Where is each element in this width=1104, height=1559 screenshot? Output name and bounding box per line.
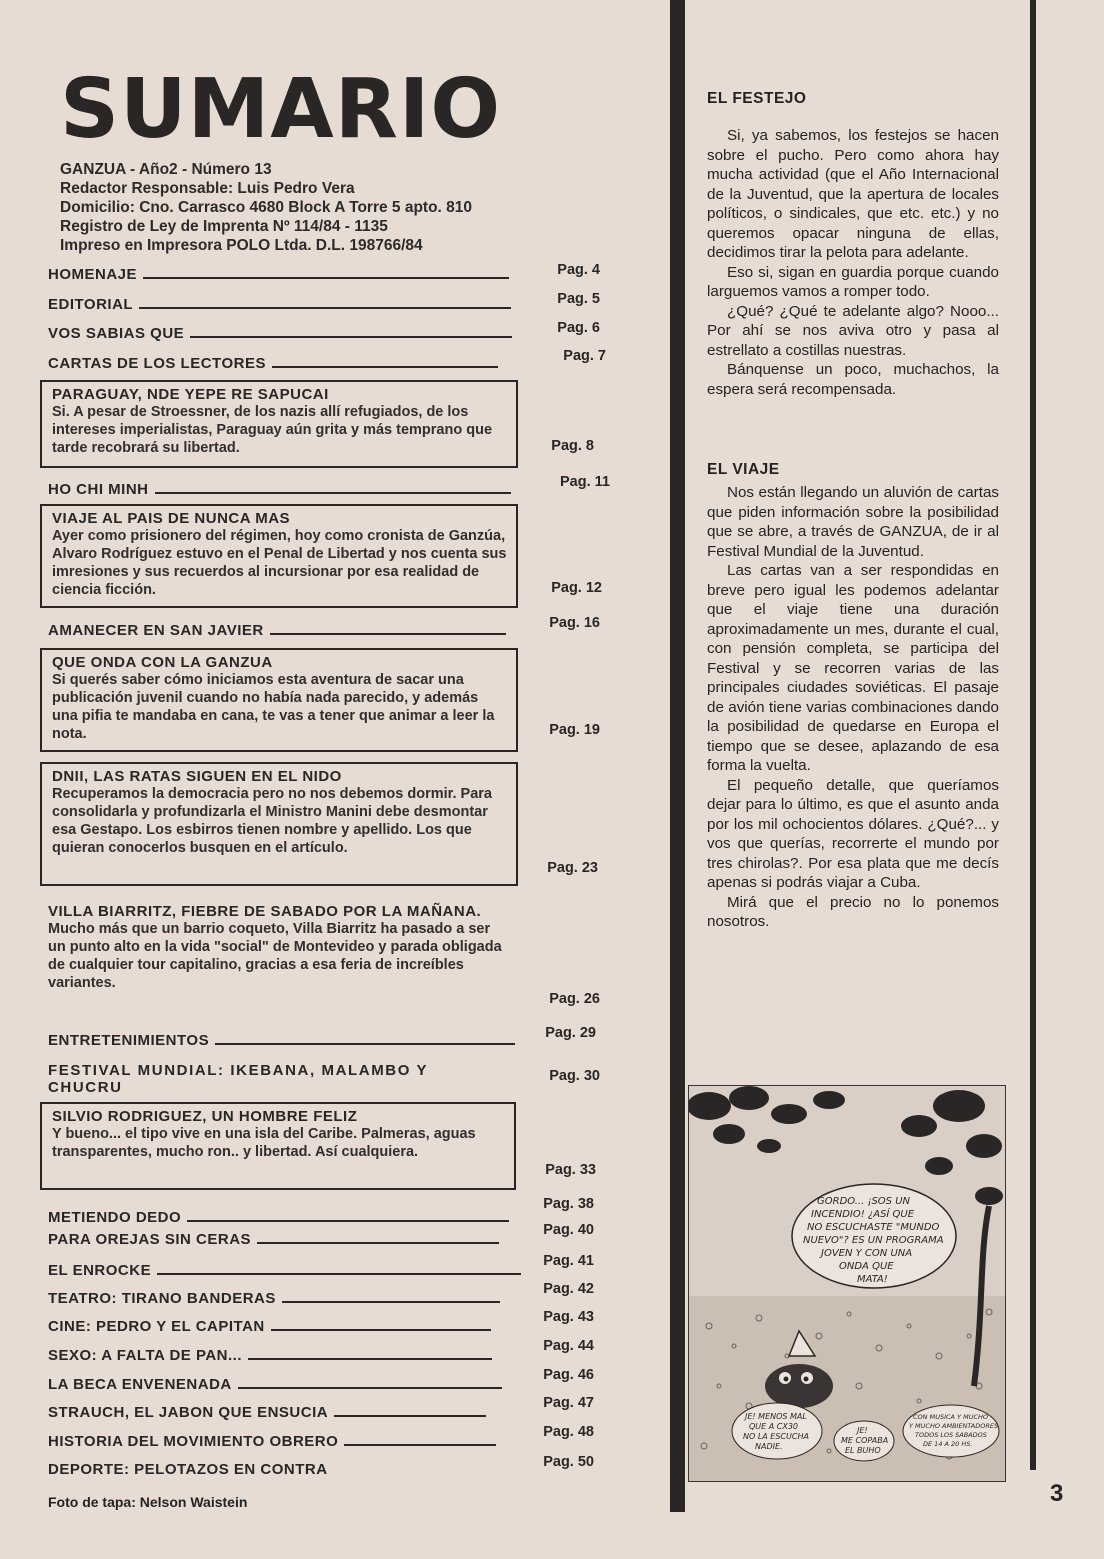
masthead — [60, 62, 502, 255]
bubble-right-text: CON MUSICA Y MUCHO Y MUCHO AMBIENTADORES TODOS LOS SABADOS DE 14 A 20 HS. — [909, 1413, 999, 1448]
toc-item-editorial[interactable] — [48, 291, 600, 313]
toc-page: Pag. 38 — [543, 1196, 594, 1212]
toc-page: Pag. 11 — [560, 474, 610, 490]
toc-title: STRAUCH, EL JABON QUE ENSUCIA — [48, 1404, 329, 1421]
toc-title: LA BECA ENVENENADA — [48, 1376, 232, 1393]
toc-title: EDITORIAL — [48, 296, 134, 313]
toc-title: EL ENROCKE — [48, 1262, 152, 1279]
leader-line — [190, 334, 512, 338]
toc-item-vos-sabias-que[interactable] — [48, 320, 600, 342]
leaves-left — [689, 1086, 845, 1153]
leader-line — [272, 364, 498, 368]
toc-page: Pag. 29 — [545, 1025, 596, 1041]
toc-item-festival[interactable] — [48, 1062, 600, 1096]
toc-title: ENTRETENIMIENTOS — [48, 1032, 210, 1049]
leader-line — [282, 1299, 500, 1303]
column-divider — [670, 0, 685, 1512]
comic-drawing — [689, 1086, 1005, 1481]
paragraph: Si, ya sabemos, los festejos se hacen sobre el pucho. Pero como ahora hay mucha actividad (que el Año Internacional de la Juventud, que la apertura de locales políticos, o sindicales, que etc. etc.) y no queremos opacar ninguna de ellas, decidimos tirar la pelota para adelante. — [707, 127, 999, 261]
section-body — [707, 483, 999, 932]
leader-line — [155, 490, 511, 494]
toc-item-dnii[interactable] — [40, 762, 598, 886]
toc-item-cine[interactable] — [48, 1309, 594, 1335]
toc-page: Pag. 5 — [557, 291, 600, 307]
toc-page: Pag. 46 — [543, 1367, 594, 1383]
toc-title: DEPORTE: PELOTAZOS EN CONTRA — [48, 1461, 328, 1478]
toc-page: Pag. 50 — [543, 1454, 594, 1470]
toc-desc: Y bueno... el tipo vive en una isla del Caribe. Palmeras, aguas transparentes, mucho ron.. y libertad. Así cualquiera. — [52, 1126, 476, 1160]
credit-line: GANZUA - Año2 - Número 13 — [60, 161, 272, 178]
toc-item-entretenimientos[interactable] — [48, 1025, 596, 1049]
toc-title: HOMENAJE — [48, 266, 138, 283]
leader-line — [334, 1413, 486, 1417]
right-column — [707, 90, 999, 932]
toc-page: Pag. 44 — [543, 1338, 594, 1354]
toc-title: VILLA BIARRITZ, FIEBRE DE SABADO POR LA MAÑANA. — [48, 903, 482, 920]
toc-item-ganzua[interactable] — [40, 648, 600, 752]
toc-page: Pag. 16 — [549, 615, 600, 631]
leader-line — [143, 275, 509, 279]
toc-item-teatro[interactable] — [48, 1281, 594, 1307]
toc-item-orejas[interactable] — [48, 1222, 594, 1248]
toc-item-strauch[interactable] — [48, 1395, 594, 1421]
toc-title: CINE: PEDRO Y EL CAPITAN — [48, 1318, 265, 1335]
toc-item-beca[interactable] — [48, 1367, 594, 1393]
toc-page: Pag. 23 — [547, 860, 598, 876]
toc-title: HISTORIA DEL MOVIMIENTO OBRERO — [48, 1433, 339, 1450]
page-title: SUMARIO — [60, 62, 502, 157]
toc-page: Pag. 42 — [543, 1281, 594, 1297]
toc-title: HO CHI MINH — [48, 481, 149, 498]
paragraph: ¿Qué? ¿Qué te adelante algo? Nooo... Por ahí se nos aviva otro y pasa al estrellato a costillas nuestras. — [707, 302, 999, 359]
toc-page: Pag. 40 — [543, 1222, 594, 1238]
paragraph: Mirá que el precio no lo ponemos nosotros. — [707, 893, 999, 930]
toc-page: Pag. 6 — [557, 320, 600, 336]
toc-title: SILVIO RODRIGUEZ, UN HOMBRE FELIZ — [52, 1108, 358, 1125]
toc-desc: Mucho más que un barrio coqueto, Villa Biarritz ha pasado a ser un punto alto en la vida "social" de Montevideo y parada obligada de cualquier tour capitalino, gracias a esa feria de increíbles variantes. — [48, 921, 502, 991]
toc-desc: Ayer como prisionero del régimen, hoy como cronista de Ganzúa, Alvaro Rodríguez estuvo en el Penal de Libertad y nos cuenta sus imresiones y sus recuerdos al incursionar por esa realidad de ciencia ficción. — [52, 528, 507, 598]
toc-desc: Recuperamos la democracia pero no nos debemos dormir. Para consolidarla y profundizarla el Ministro Manini debe desmontar esa Gestapo. Los esbirros tienen nombre y apellido. Los que quieran conocerlos busquen en el artículo. — [52, 786, 492, 856]
toc-item-enrocke[interactable] — [48, 1253, 594, 1279]
toc-title: CARTAS DE LOS LECTORES — [48, 355, 266, 372]
toc-page: Pag. 12 — [551, 580, 602, 596]
page-number: 3 — [1050, 1480, 1064, 1507]
toc-page: Pag. 47 — [543, 1395, 594, 1411]
credits-block — [60, 160, 501, 255]
photo-credit: Foto de tapa: Nelson Waistein — [48, 1494, 248, 1510]
toc-item-metiendo-dedo[interactable] — [48, 1196, 594, 1226]
comic-illustration — [688, 1085, 1006, 1482]
toc-title: FESTIVAL MUNDIAL: IKEBANA, MALAMBO Y CHUCRU — [48, 1062, 428, 1096]
toc-title: SEXO: A FALTA DE PAN... — [48, 1347, 243, 1364]
leader-line — [248, 1356, 492, 1360]
section-title: EL FESTEJO — [707, 90, 807, 107]
toc-item-silvio[interactable] — [40, 1102, 596, 1190]
toc-page: Pag. 26 — [549, 991, 600, 1007]
leaves-right — [901, 1090, 1003, 1205]
toc-item-sexo[interactable] — [48, 1338, 594, 1364]
credit-line: Domicilio: Cno. Carrasco 4680 Block A Torre 5 apto. 810 — [60, 199, 473, 216]
toc-title: VIAJE AL PAIS DE NUNCA MAS — [52, 510, 291, 527]
toc-title: DNII, LAS RATAS SIGUEN EN EL NIDO — [52, 768, 342, 785]
toc-desc: Si. A pesar de Stroessner, de los nazis allí refugiados, de los intereses imperialistas, Paraguay aún grita y más temprano que tarde recobrará su libertad. — [52, 404, 493, 456]
leader-line — [139, 305, 511, 309]
leader-line — [215, 1041, 515, 1045]
toc-item-homenaje[interactable] — [48, 262, 600, 283]
leader-line — [238, 1385, 502, 1389]
leader-line — [257, 1240, 499, 1244]
viaje-section — [707, 461, 999, 932]
festejo-section — [707, 90, 999, 399]
toc-item-viaje-nunca-mas[interactable] — [40, 504, 602, 608]
bubble-main-text: GORDO... ¡SOS UN INCENDIO! ¿ASÍ QUE NO ESCUCHASTE "MUNDO NUEVO"? ES UN PROGRAMA JOVEN Y CON UNA ONDA QUE MATA! — [803, 1196, 944, 1285]
paragraph: El pequeño detalle, que queríamos dejar para lo último, es que el asunto anda por los mil ochocientos dólares. ¿Qué?... y vos que querías, recorrerte el mundo por tres chirolas?. Por esa plata que me decís apenas si podrás viajar a Cuba. — [707, 776, 999, 891]
toc-title: AMANECER EN SAN JAVIER — [48, 622, 264, 639]
toc-page: Pag. 7 — [563, 348, 606, 364]
toc-item-historia[interactable] — [48, 1424, 594, 1450]
credit-line: Redactor Responsable: Luis Pedro Vera — [60, 180, 355, 197]
section-title: EL VIAJE — [707, 461, 780, 478]
toc-page: Pag. 33 — [545, 1162, 596, 1178]
toc-item-deporte[interactable] — [48, 1454, 594, 1478]
toc-title: PARA OREJAS SIN CERAS — [48, 1231, 252, 1248]
leader-line — [187, 1218, 509, 1222]
toc-title: METIENDO DEDO — [48, 1209, 182, 1226]
credit-line: Impreso en Impresora POLO Ltda. D.L. 198766/84 — [60, 237, 423, 254]
paragraph: Eso si, sigan en guardia porque cuando larguemos vamos a romper todo. — [707, 263, 999, 300]
paragraph: Las cartas van a ser respondidas en breve pero igual les podemos adelantar que el viaje tiene una duración aproximadamente un mes, durante el cual, con pensión completa, se participa del Festival y se recorren varias de las principales ciudades soviéticas. El pasaje de avión tiene varias combinaciones dando la posibilidad de quedarse en Europa el tiempo que se desee, aplazando de esa forma la vuelta. — [707, 562, 999, 774]
toc-page: Pag. 4 — [557, 262, 600, 278]
section-body — [707, 126, 999, 399]
leader-line — [271, 1327, 491, 1331]
toc-title: PARAGUAY, NDE YEPE RE SAPUCAI — [52, 386, 329, 403]
toc-page: Pag. 43 — [543, 1309, 594, 1325]
toc-page: Pag. 30 — [549, 1068, 600, 1084]
toc-item-villa-biarritz[interactable] — [48, 903, 600, 1007]
paragraph: Bánquense un poco, muchachos, la espera será recompensada. — [707, 361, 999, 398]
toc-title: VOS SABIAS QUE — [48, 325, 185, 342]
toc-item-cartas[interactable] — [48, 348, 606, 372]
paragraph: Nos están llegando un aluvión de cartas que piden información sobre la posibilidad que se abre, a través de GANZUA, de ir al Festival Mundial de la Juventud. — [707, 484, 999, 560]
credit-line: Registro de Ley de Imprenta Nº 114/84 - 1135 — [60, 218, 388, 235]
toc-page: Pag. 48 — [543, 1424, 594, 1440]
toc-page: Pag. 41 — [543, 1253, 594, 1269]
bubble-left-text: JE! MENOS MAL QUE A CX30 NO LA ESCUCHA NADIE. — [743, 1412, 809, 1451]
leader-line — [157, 1271, 521, 1275]
toc-page: Pag. 19 — [549, 722, 600, 738]
toc-item-amanecer[interactable] — [48, 615, 600, 639]
toc-desc: Si querés saber cómo iniciamos esta aventura de sacar una publicación juvenil cuando no había nada parecido, y además una pifia te mandaba en cana, te vas a tener que animar a leer la nota. — [52, 672, 495, 742]
toc-page: Pag. 8 — [551, 438, 594, 454]
leader-line — [270, 631, 506, 635]
page-edge-rule — [1030, 0, 1036, 1470]
toc-title: TEATRO: TIRANO BANDERAS — [48, 1290, 276, 1307]
toc-item-ho-chi-minh[interactable] — [48, 474, 610, 498]
toc-item-paraguay[interactable] — [40, 380, 594, 468]
toc-title: QUE ONDA CON LA GANZUA — [52, 654, 273, 671]
leader-line — [344, 1442, 496, 1446]
bubble-mid-text: JE! ME COPABA EL BUHO — [841, 1426, 889, 1455]
